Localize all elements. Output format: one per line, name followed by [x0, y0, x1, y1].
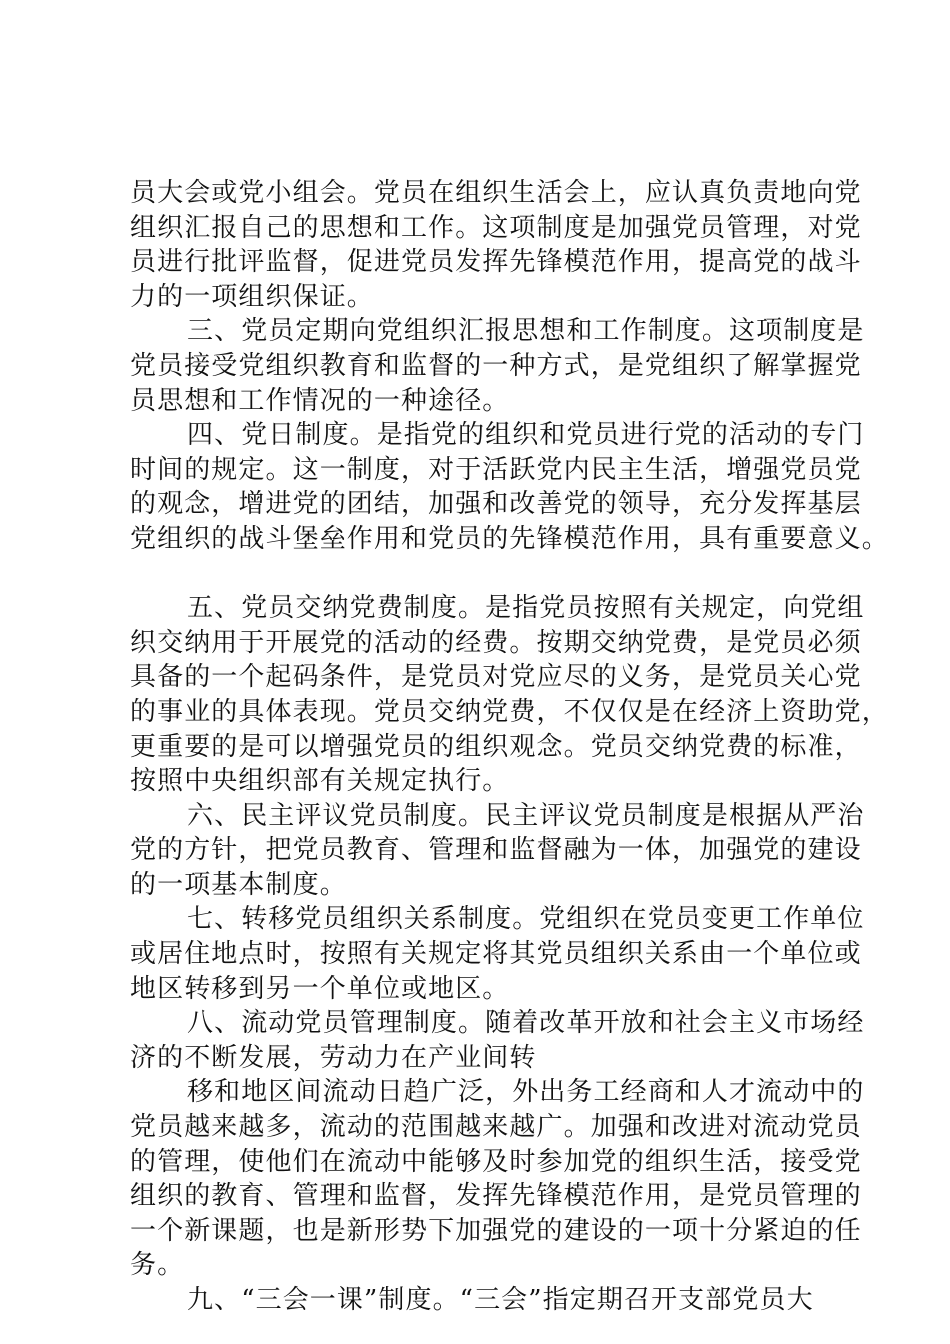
text-line: 时间的规定。这一制度，对于活跃党内民主生活，增强党员党	[130, 454, 862, 485]
text-line: 按照中央组织部有关规定执行。	[130, 766, 510, 797]
paragraph-start-line: 七、转移党员组织关系制度。党组织在党员变更工作单位	[187, 904, 865, 935]
text-line: 员思想和工作情况的一种途径。	[130, 385, 510, 416]
text-line: 或居住地点时，按照有关规定将其党员组织关系由一个单位或	[130, 939, 862, 970]
text-line: 党员越来越多，流动的范围越来越广。加强和改进对流动党员	[130, 1112, 862, 1143]
text-line: 的事业的具体表现。党员交纳党费，不仅仅是在经济上资助党，	[130, 696, 889, 727]
text-line: 党员接受党组织教育和监督的一种方式，是党组织了解掌握党	[130, 350, 862, 381]
text-line: 更重要的是可以增强党员的组织观念。党员交纳党费的标准，	[130, 731, 862, 762]
text-line: 员进行批评监督，促进党员发挥先锋模范作用，提高党的战斗	[130, 247, 862, 278]
document-body	[130, 176, 889, 1318]
paragraph-start-line: 五、党员交纳党费制度。是指党员按照有关规定，向党组	[187, 593, 865, 624]
text-line: 织交纳用于开展党的活动的经费。按期交纳党费，是党员必须	[130, 627, 862, 658]
text-line: 务。	[130, 1250, 185, 1281]
text-line: 的观念，增进党的团结，加强和改善党的领导，充分发挥基层	[130, 489, 862, 520]
paragraph-start-line: 九、“三会一课”制度。“三会”指定期召开支部党员大	[187, 1285, 814, 1315]
paragraph-start-line: 三、党员定期向党组织汇报思想和工作制度。这项制度是	[187, 316, 865, 347]
text-line: 员大会或党小组会。党员在组织生活会上，应认真负责地向党	[130, 178, 862, 208]
paragraph-start-line: 六、民主评议党员制度。民主评议党员制度是根据从严治	[187, 800, 865, 831]
blank-line	[130, 557, 860, 592]
text-line: 力的一项组织保证。	[130, 281, 374, 312]
text-line: 济的不断发展，劳动力在产业间转	[130, 1042, 537, 1073]
paragraph-start-line: 八、流动党员管理制度。随着改革开放和社会主义市场经	[187, 1008, 865, 1039]
text-line: 组织的教育、管理和监督，发挥先锋模范作用，是党员管理的	[130, 1181, 862, 1212]
text-line: 的一项基本制度。	[130, 869, 347, 900]
paragraph-start-line: 四、党日制度。是指党的组织和党员进行党的活动的专门	[187, 420, 865, 451]
text-line: 的管理，使他们在流动中能够及时参加党的组织生活，接受党	[130, 1146, 862, 1177]
text-line: 地区转移到另一个单位或地区。	[130, 973, 510, 1004]
paragraph-start-line: 移和地区间流动日趋广泛，外出务工经商和人才流动中的	[187, 1077, 865, 1108]
text-line: 党的方针，把党员教育、管理和监督融为一体，加强党的建设	[130, 835, 862, 866]
text-line: 组织汇报自己的思想和工作。这项制度是加强党员管理，对党	[130, 212, 862, 243]
text-line: 党组织的战斗堡垒作用和党员的先锋模范作用，具有重要意义。	[130, 523, 889, 554]
text-line: 一个新课题，也是新形势下加强党的建设的一项十分紧迫的任	[130, 1215, 862, 1246]
text-line: 具备的一个起码条件，是党员对党应尽的义务，是党员关心党	[130, 662, 862, 693]
